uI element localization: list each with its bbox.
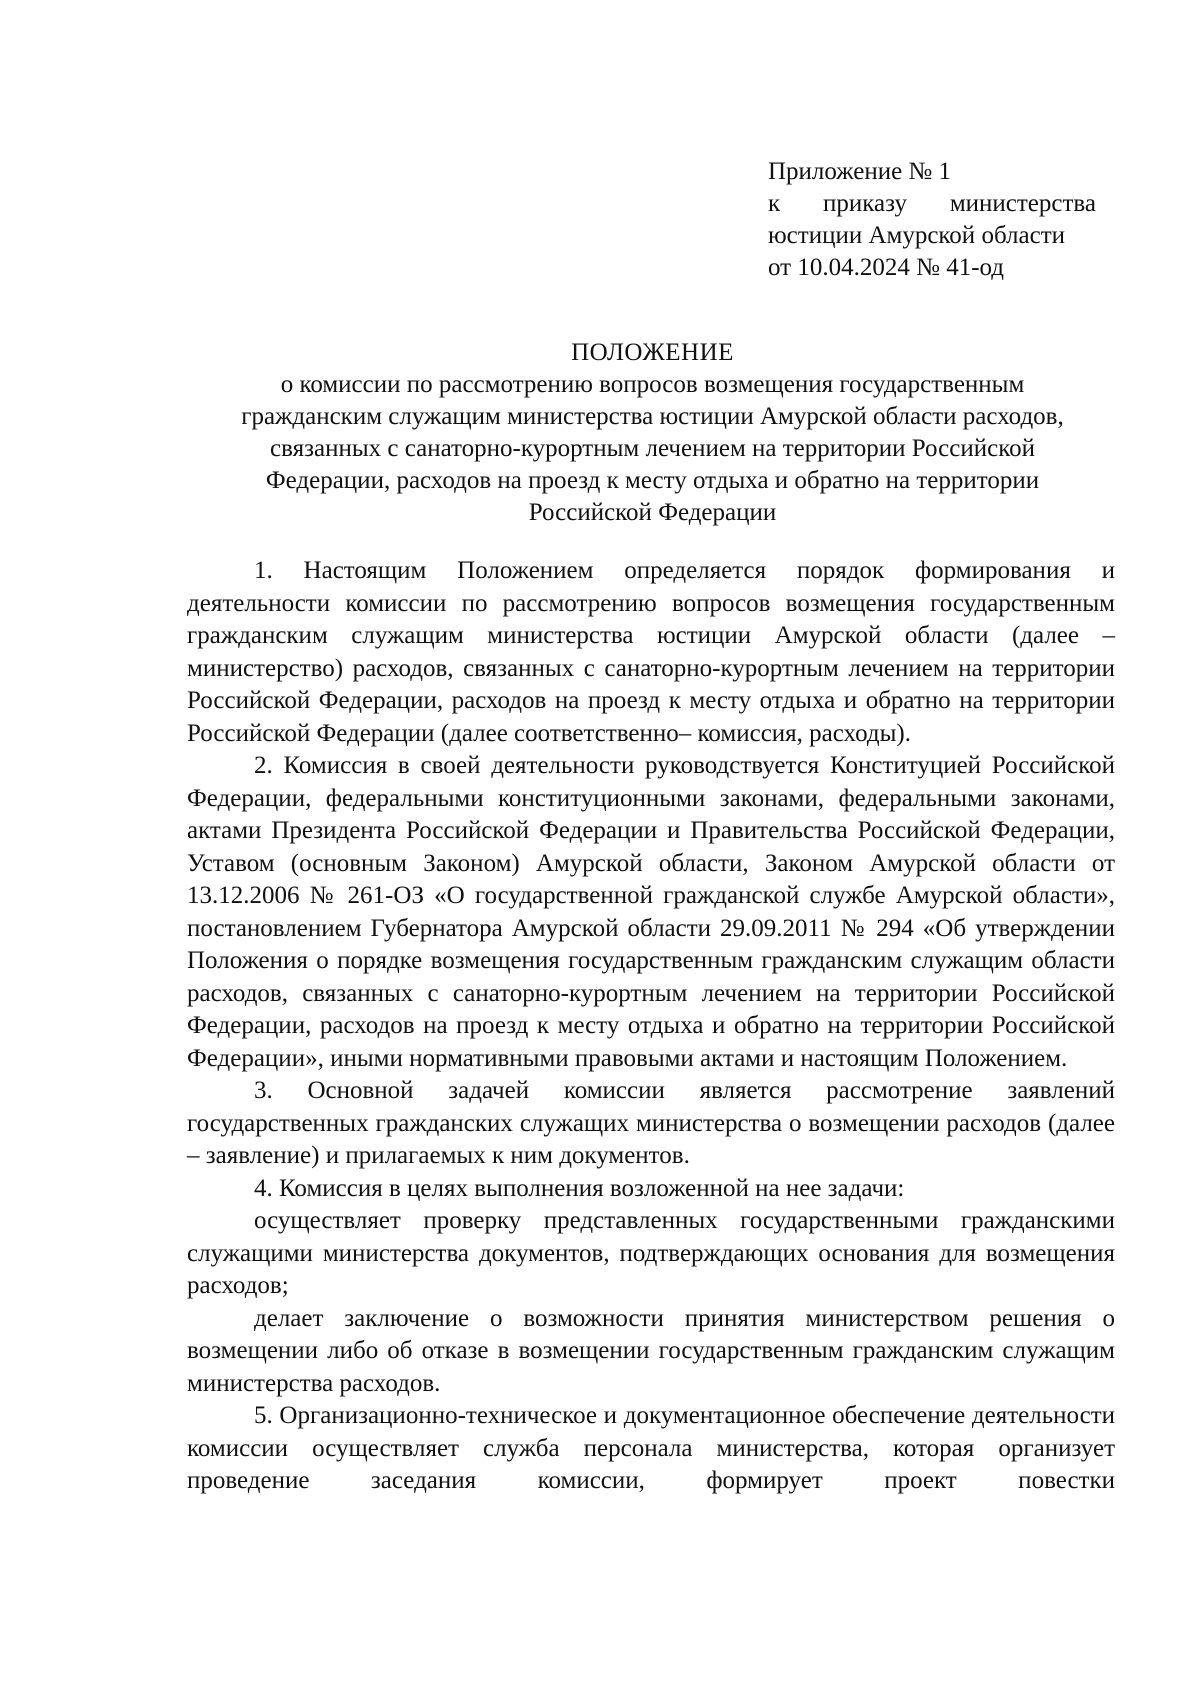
paragraph-1: 1. Настоящим Положением определяется порядок формирования и деятельности комиссии по рассмотрению вопросов возмещения государственным гражданским служащим министерства юстиции Амурской области (далее – министерство) расходов, связанных с санаторно-курортным лечением на территории Российской Федерации, расходов на проезд к месту отдыха и обратно на территории Российской Федерации (далее соответственно– комиссия, расходы). [187,557,1115,747]
appendix-order-line [768,188,1096,220]
paragraph-4-item-2: делает заключение о возможности принятия министерством решения о возмещении либо об отказе в возмещении государственным гражданским служащим министерства расходов. [187,1304,1115,1397]
appendix-word: приказу [823,190,907,217]
title-heading: ПОЛОЖЕНИЕ [571,339,734,366]
title-line: о комиссии по рассмотрению вопросов возмещения государственным [280,371,1025,398]
appendix-ministry: юстиции Амурской области [768,222,1066,249]
document-body [187,555,1115,1498]
title-line: гражданским служащим министерства юстиции Амурской области расходов, [241,403,1064,430]
paragraph-2: 2. Комиссия в своей деятельности руководствуется Конституцией Российской Федерации, федеральными конституционными законами, федеральными законами, актами Президента Российской Федерации и Правительства Российской Федерации, Уставом (основным Законом) Амурской области, Законом Амурской области от 13.12.2006 № 261-ОЗ «О государственной гражданской службе Амурской области», постановлением Губернатора Амурской области 29.09.2011 № 294 «Об утверждении Положения о порядке возмещения государственным гражданским служащим области расходов, связанных с санаторно-курортным лечением на территории Российской Федерации, расходов на проезд к месту отдыха и обратно на территории Российской Федерации», иными нормативными правовыми актами и настоящим Положением. [187,752,1115,1072]
appendix-word: к [768,190,781,217]
appendix-block [768,156,1096,284]
title-line: Российской Федерации [528,499,777,526]
appendix-number: Приложение № 1 [768,158,952,185]
paragraph-4: 4. Комиссия в целях выполнения возложенной на нее задачи: [254,1174,905,1202]
paragraph-4-item-1: осуществляет проверку представленных государственными гражданскими служащими министерства документов, подтверждающих основания для возмещения расходов; [187,1207,1115,1299]
title-line: Федерации, расходов на проезд к месту отдыха и обратно на территории [265,467,1040,494]
document-title [190,337,1115,529]
appendix-word: министерства [949,190,1096,217]
title-line: связанных с санаторно-курортным лечением на территории Российской [270,435,1035,462]
paragraph-3: 3. Основной задачей комиссии является рассмотрение заявлений государственных гражданских служащих министерства о возмещении расходов (далее – заявление) и прилагаемых к ним документов. [187,1077,1115,1169]
appendix-date: от 10.04.2024 № 41-од [768,254,1005,281]
paragraph-5: 5. Организационно-техническое и документационное обеспечение деятельности комиссии осуществляет служба персонала министерства, которая организует проведение заседания комиссии, формирует проект повестки [187,1402,1115,1494]
